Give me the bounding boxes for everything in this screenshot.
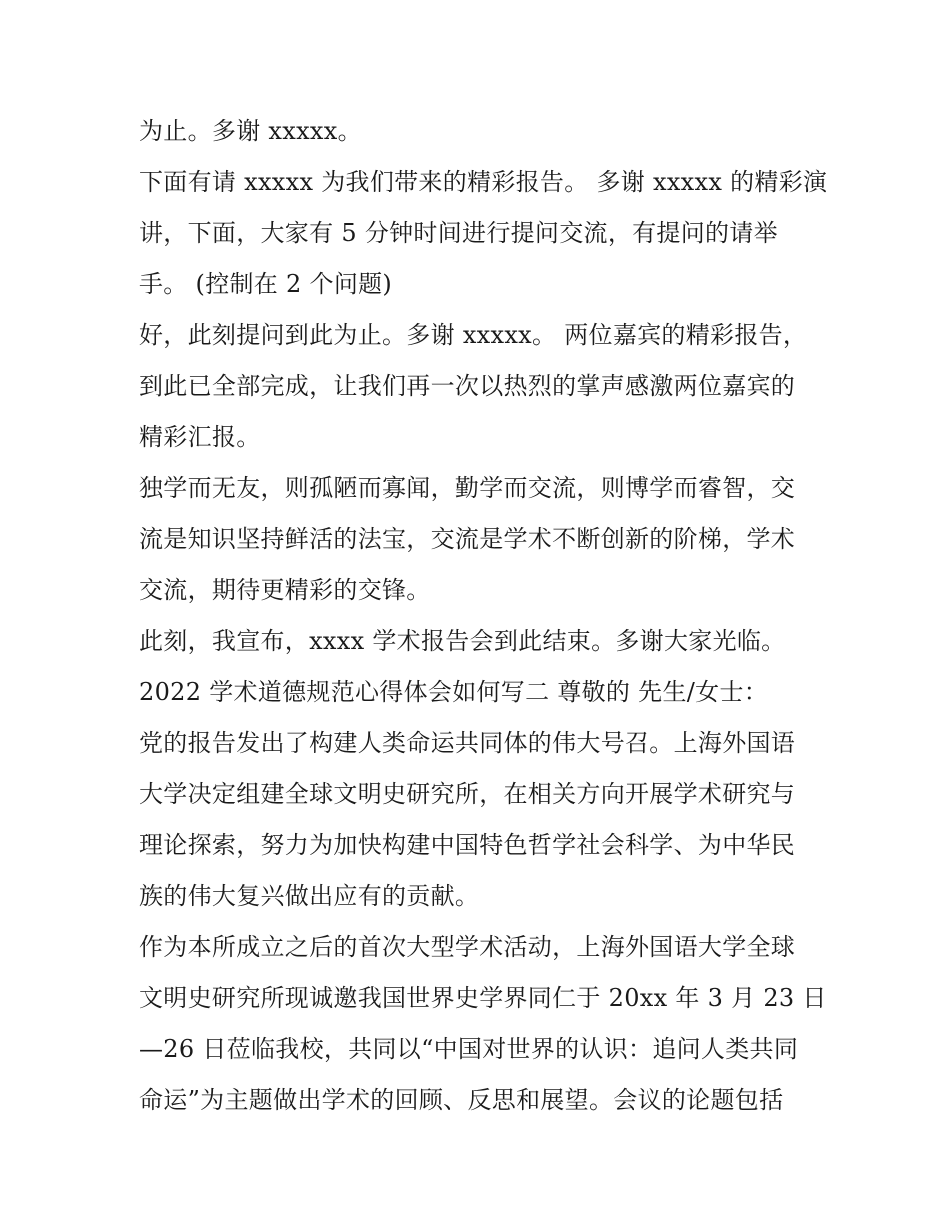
text-line: 为止。多谢 xxxxx。 <box>139 117 362 145</box>
section-heading-line: 2022 学术道德规范心得体会如何写二 尊敬的 先生/女士： <box>139 678 769 706</box>
text-line: 到此已全部完成，让我们再一次以热烈的掌声感激两位嘉宾的 <box>139 372 796 400</box>
document-body <box>139 106 829 1126</box>
text-line: 手。 (控制在 2 个问题) <box>139 270 393 298</box>
text-line: 族的伟大复兴做出应有的贡献。 <box>139 882 480 910</box>
text-line: 交流，期待更精彩的交锋。 <box>139 576 431 604</box>
text-line: 命运”为主题做出学术的回顾、反思和展望。会议的论题包括 <box>139 1086 784 1114</box>
text-line: 讲，下面，大家有 5 分钟时间进行提问交流，有提问的请举 <box>139 219 778 247</box>
text-line: 流是知识坚持鲜活的法宝，交流是学术不断创新的阶梯，学术 <box>139 525 796 553</box>
text-line: 精彩汇报。 <box>139 423 261 451</box>
text-line: 理论探索，努力为加快构建中国特色哲学社会科学、为中华民 <box>139 831 796 859</box>
text-line: 独学而无友，则孤陋而寡闻，勤学而交流，则博学而睿智，交 <box>139 474 796 502</box>
text-line: 文明史研究所现诚邀我国世界史学界同仁于 20xx 年 3 月 23 日 <box>139 984 827 1012</box>
text-line: 大学决定组建全球文明史研究所，在相关方向开展学术研究与 <box>139 780 796 808</box>
text-line: 党的报告发出了构建人类命运共同体的伟大号召。上海外国语 <box>139 729 796 757</box>
text-line: 作为本所成立之后的首次大型学术活动，上海外国语大学全球 <box>139 933 796 961</box>
text-line: —26 日莅临我校，共同以“中国对世界的认识：追问人类共同 <box>139 1035 799 1063</box>
text-line: 好，此刻提问到此为止。多谢 xxxxx。 两位嘉宾的精彩报告， <box>139 321 808 349</box>
text-line: 此刻，我宣布，xxxx 学术报告会到此结束。多谢大家光临。 <box>139 627 786 655</box>
text-line: 下面有请 xxxxx 为我们带来的精彩报告。 多谢 xxxxx 的精彩演 <box>139 168 828 196</box>
